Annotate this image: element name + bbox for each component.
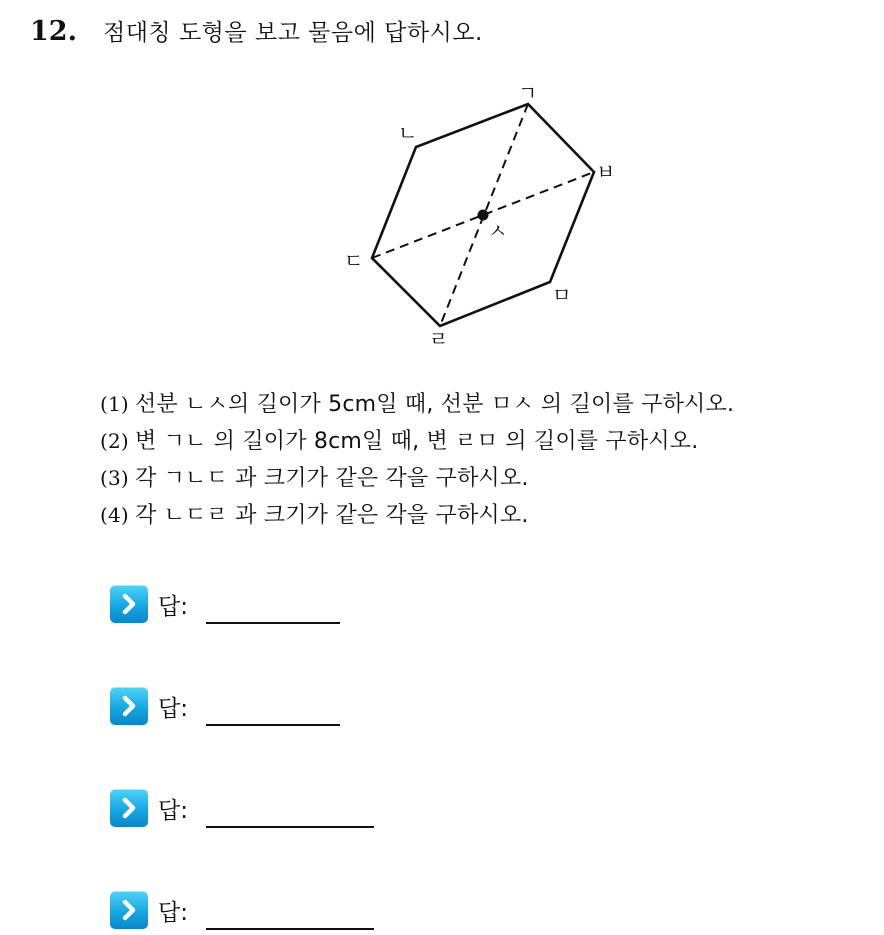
chevron-right-icon [110, 585, 148, 623]
vertex-label-giyeok: ㄱ [518, 81, 538, 105]
sub-question-number: (1) [100, 392, 129, 416]
sub-question-text: 각 ㄱㄴㄷ 과 크기가 같은 각을 구하시오. [134, 466, 529, 491]
sub-question-list [100, 386, 734, 534]
sub-question-number: (4) [100, 503, 129, 527]
answer-label: 답: [158, 593, 188, 620]
chevron-right-icon [110, 687, 148, 725]
sub-question-2 [100, 423, 734, 460]
sub-question-text: 각 ㄴㄷㄹ 과 크기가 같은 각을 구하시오. [134, 503, 529, 528]
vertex-label-rieul: ㄹ [429, 327, 449, 351]
center-point [478, 210, 489, 221]
answer-blank[interactable] [206, 900, 374, 930]
answer-blank[interactable] [206, 798, 374, 828]
question-header [30, 14, 483, 48]
sub-question-text: 선분 ㄴㅅ의 길이가 5cm일 때, 선분 ㅁㅅ 의 길이를 구하시오. [134, 392, 735, 417]
answer-blank[interactable] [206, 594, 340, 624]
point-symmetric-hexagon-figure [330, 78, 630, 358]
vertex-label-siot: ㅅ [488, 219, 508, 243]
answer-row-1 [110, 584, 340, 624]
question-instruction: 점대칭 도형을 보고 물음에 답하시오. [102, 20, 483, 46]
chevron-right-icon [110, 789, 148, 827]
sub-question-4 [100, 497, 734, 534]
answer-label: 답: [158, 899, 188, 926]
answer-blank[interactable] [206, 696, 340, 726]
answer-row-4 [110, 890, 374, 930]
answer-label: 답: [158, 797, 188, 824]
sub-question-1 [100, 386, 734, 423]
chevron-right-icon [110, 891, 148, 929]
sub-question-number: (2) [100, 429, 129, 453]
vertex-label-digeut: ㄷ [344, 249, 364, 273]
sub-question-3 [100, 460, 734, 497]
sub-question-number: (3) [100, 466, 129, 490]
answer-label: 답: [158, 695, 188, 722]
answer-row-2 [110, 686, 340, 726]
vertex-label-mieum: ㅁ [552, 283, 572, 307]
sub-question-text: 변 ㄱㄴ 의 길이가 8cm일 때, 변 ㄹㅁ 의 길이를 구하시오. [134, 429, 699, 454]
vertex-label-bieup: ㅂ [596, 160, 616, 184]
question-number: 12. [30, 16, 77, 47]
hexagon-svg [330, 78, 630, 358]
vertex-label-nieun: ㄴ [398, 121, 418, 145]
answer-row-3 [110, 788, 374, 828]
